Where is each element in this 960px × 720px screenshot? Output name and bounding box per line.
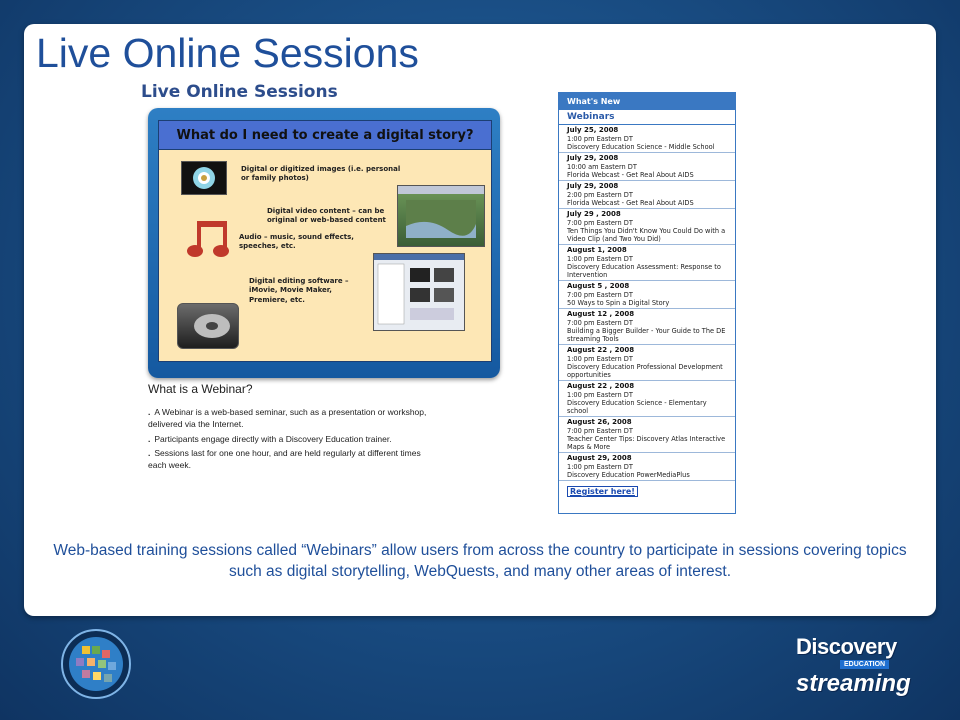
event-date: July 29, 2008: [567, 182, 619, 190]
film-reel-image: [177, 303, 239, 349]
event-title: Building a Bigger Builder - Your Guide to The DE streaming Tools: [567, 327, 726, 343]
webinar-event[interactable]: [559, 453, 735, 481]
webinar-question: What is a Webinar?: [148, 382, 253, 396]
register-link[interactable]: Register here!: [567, 486, 638, 497]
event-time: 1:00 pm Eastern DT: [567, 463, 633, 471]
webinar-info: [148, 382, 438, 474]
webinars-subheader: Webinars: [559, 110, 735, 125]
logo-discovery: Discovery: [796, 634, 897, 659]
event-date: August 1, 2008: [567, 246, 627, 254]
story-item-audio: Audio – music, sound effects, speeches, etc.: [239, 233, 354, 251]
event-title: Discovery Education PowerMediaPlus: [567, 471, 690, 479]
event-date: August 29, 2008: [567, 454, 632, 462]
webinar-event[interactable]: [559, 381, 735, 417]
event-date: July 29 , 2008: [567, 210, 621, 218]
discovery-education-streaming-logo: [796, 634, 911, 704]
editing-software-image: [373, 253, 465, 331]
slide-title: Live Online Sessions: [36, 30, 419, 76]
webinar-event[interactable]: [559, 153, 735, 181]
webinar-event[interactable]: [559, 309, 735, 345]
event-time: 7:00 pm Eastern DT: [567, 219, 633, 227]
story-item-video: Digital video content – can be original or web-based content: [267, 207, 386, 225]
event-time: 10:00 am Eastern DT: [567, 163, 637, 171]
event-time: 7:00 pm Eastern DT: [567, 427, 633, 435]
whats-new-header: What's New: [559, 93, 735, 110]
webinar-bullet: . Participants engage directly with a Discovery Education trainer.: [148, 433, 392, 444]
webinar-bullet: . Sessions last for one one hour, and are held regularly at different times each week.: [148, 447, 421, 471]
event-title: Teacher Center Tips: Discovery Atlas Interactive Maps & More: [567, 435, 726, 451]
digital-story-header: What do I need to create a digital story?: [159, 121, 491, 150]
event-time: 1:00 pm Eastern DT: [567, 355, 633, 363]
event-title: Discovery Education Science - Elementary school: [567, 399, 707, 415]
slide-caption: Web-based training sessions called “Webinars” allow users from across the country to participate in sessions covering topics such as digital storytelling, WebQuests, and many other areas of interest.: [53, 542, 907, 580]
event-date: July 29, 2008: [567, 154, 619, 162]
event-title: Discovery Education Science - Middle School: [567, 143, 715, 151]
webinar-event[interactable]: [559, 181, 735, 209]
webinar-bullet: . A Webinar is a web-based seminar, such as a presentation or workshop, delivered via the Internet.: [148, 407, 427, 430]
event-date: August 22 , 2008: [567, 382, 635, 390]
webinar-event[interactable]: [559, 345, 735, 381]
webinar-event[interactable]: [559, 417, 735, 453]
event-time: 7:00 pm Eastern DT: [567, 291, 633, 299]
globe-logo: [60, 628, 132, 700]
event-time: 7:00 pm Eastern DT: [567, 319, 633, 327]
webinar-event-list: [559, 125, 735, 481]
music-note-icon: [185, 217, 235, 261]
event-title: 50 Ways to Spin a Digital Story: [567, 299, 670, 307]
story-item-editing: Digital editing software – iMovie, Movie Maker, Premiere, etc.: [249, 277, 349, 304]
webinar-event[interactable]: [559, 125, 735, 153]
event-title: Discovery Education Professional Development opportunities: [567, 363, 723, 379]
event-time: 1:00 pm Eastern DT: [567, 255, 633, 263]
event-date: August 22 , 2008: [567, 346, 635, 354]
logo-education: EDUCATION: [840, 660, 889, 669]
event-title: Florida Webcast - Get Real About AIDS: [567, 199, 694, 207]
story-item-images: Digital or digitized images (i.e. personal or family photos): [241, 165, 401, 183]
event-date: August 12 , 2008: [567, 310, 635, 318]
whats-new-panel: [558, 92, 736, 514]
flower-image: [181, 161, 227, 195]
digital-story-panel: [148, 108, 500, 378]
screenshot-heading: Live Online Sessions: [141, 82, 338, 102]
event-time: 1:00 pm Eastern DT: [567, 391, 633, 399]
event-date: August 26, 2008: [567, 418, 632, 426]
event-title: Florida Webcast - Get Real About AIDS: [567, 171, 694, 179]
logo-streaming: streaming: [796, 670, 911, 697]
event-title: Ten Things You Didn't Know You Could Do with a Video Clip (and Two You Did): [567, 227, 726, 243]
event-date: July 25, 2008: [567, 126, 619, 134]
event-title: Discovery Education Assessment: Response to Intervention: [567, 263, 721, 279]
event-date: August 5 , 2008: [567, 282, 630, 290]
webinar-event[interactable]: [559, 281, 735, 309]
webinar-event[interactable]: [559, 245, 735, 281]
video-image: [397, 185, 485, 247]
webinar-event[interactable]: [559, 209, 735, 245]
digital-story-content: [158, 120, 492, 362]
event-time: 2:00 pm Eastern DT: [567, 191, 633, 199]
event-time: 1:00 pm Eastern DT: [567, 135, 633, 143]
